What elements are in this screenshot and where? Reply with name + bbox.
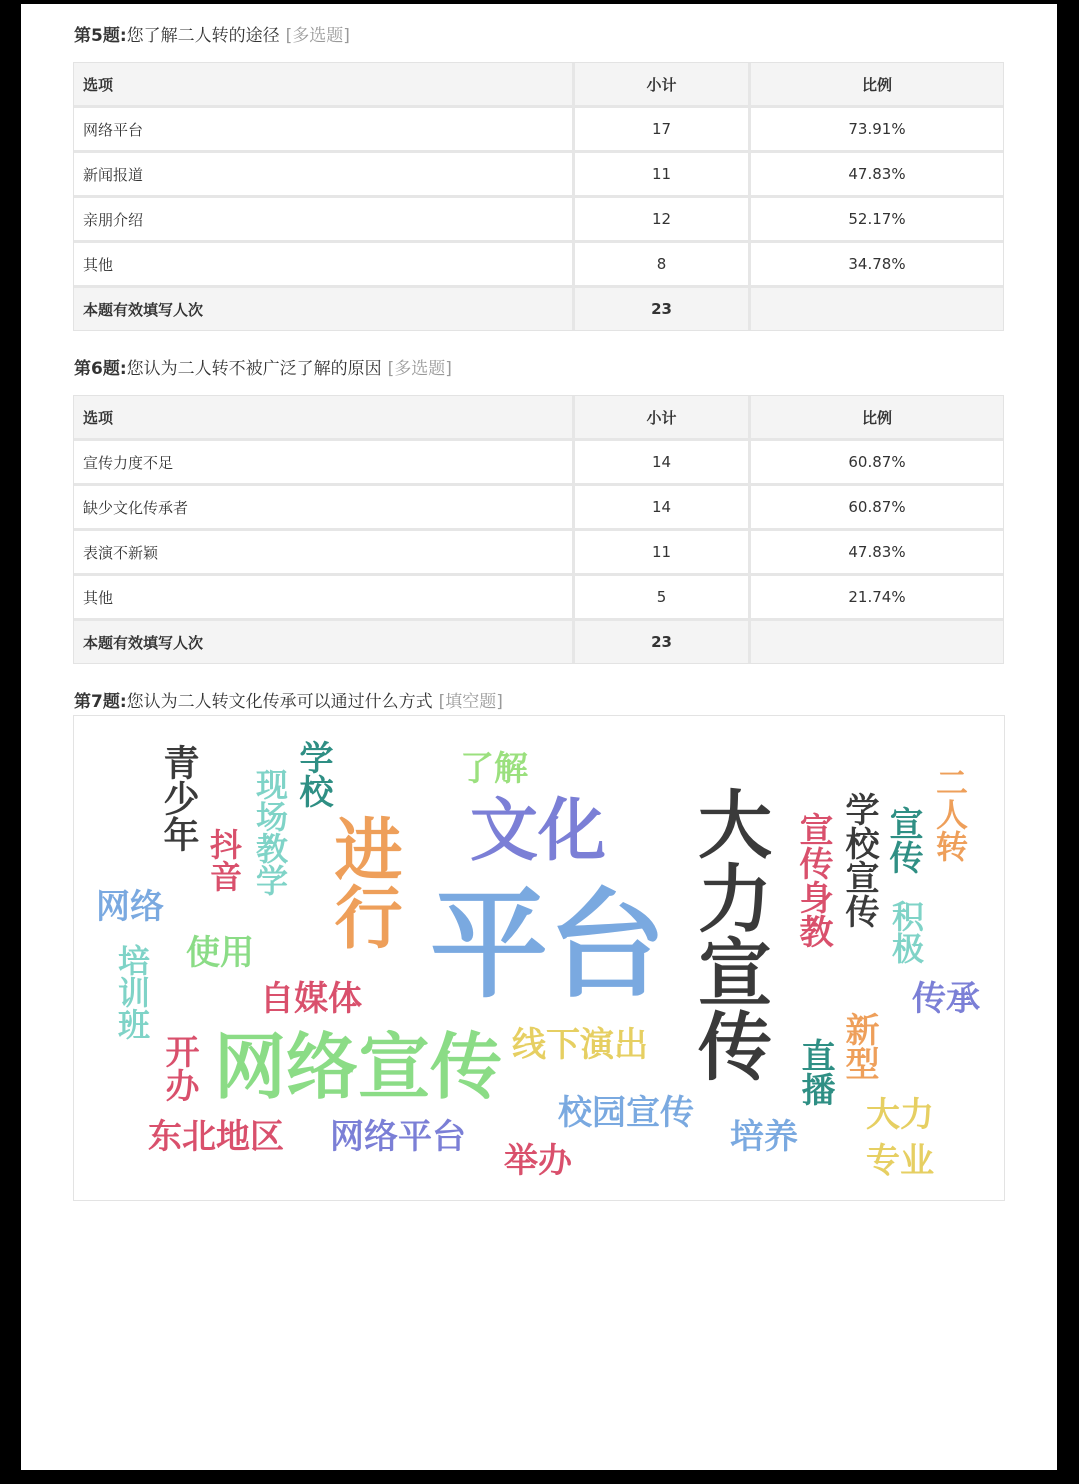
table-row [74, 153, 1003, 198]
word-cloud-word: 东北地区 [148, 1117, 284, 1157]
question-6-table [73, 395, 1004, 664]
question-type-tag: [多选题] [285, 26, 350, 46]
word-cloud-word: 开办 [159, 1034, 199, 1102]
word-cloud-word: 网络平台 [330, 1117, 466, 1157]
word-cloud-word: 校园宣传 [558, 1093, 694, 1133]
table-row [74, 486, 1003, 531]
count-cell: 11 [575, 153, 751, 198]
table-row [74, 576, 1003, 621]
count-cell: 14 [575, 441, 751, 486]
count-cell: 8 [575, 243, 751, 288]
total-ratio-empty [751, 288, 1003, 330]
word-cloud-word: 大力 [866, 1095, 934, 1135]
word-cloud-word: 专业 [866, 1141, 934, 1181]
header-option: 选项 [74, 63, 575, 108]
word-cloud-word: 进行 [323, 814, 402, 950]
table-header-row [74, 396, 1003, 441]
table-total-row [74, 288, 1003, 330]
word-cloud-word: 网络 [96, 887, 164, 927]
ratio-cell: 60.87% [751, 441, 1003, 486]
table-header-row [74, 63, 1003, 108]
word-cloud [73, 715, 1005, 1201]
option-cell: 宣传力度不足 [74, 441, 575, 486]
page [21, 4, 1057, 1470]
option-cell: 缺少文化传承者 [74, 486, 575, 531]
option-cell: 表演不新颖 [74, 531, 575, 576]
word-cloud-word: 现场教学 [251, 768, 289, 896]
ratio-cell: 47.83% [751, 531, 1003, 576]
question-text: 您认为二人转文化传承可以通过什么方式 [126, 692, 433, 712]
count-cell: 17 [575, 108, 751, 153]
question-number: 第7题: [74, 692, 127, 712]
word-cloud-word: 新型 [839, 1012, 879, 1080]
total-count: 23 [575, 621, 751, 663]
table-row [74, 441, 1003, 486]
question-number: 第5题: [74, 26, 127, 46]
ratio-cell: 60.87% [751, 486, 1003, 531]
word-cloud-word: 培训班 [113, 944, 151, 1040]
question-6-title [74, 357, 452, 381]
question-number: 第6题: [74, 359, 127, 379]
word-cloud-word: 培养 [730, 1117, 798, 1157]
question-7-title [74, 690, 503, 714]
word-cloud-word: 学校宣传 [839, 792, 879, 928]
question-5-title [74, 24, 350, 48]
word-cloud-word: 宣传 [883, 806, 923, 874]
header-ratio: 比例 [751, 63, 1003, 108]
count-cell: 11 [575, 531, 751, 576]
option-cell: 亲朋介绍 [74, 198, 575, 243]
word-cloud-word: 抖音 [205, 828, 243, 892]
total-ratio-empty [751, 621, 1003, 663]
option-cell: 新闻报道 [74, 153, 575, 198]
word-cloud-word: 宣传身教 [793, 812, 833, 948]
word-cloud-word: 直播 [795, 1038, 835, 1106]
word-cloud-word: 学校 [293, 740, 333, 808]
total-label: 本题有效填写人次 [74, 288, 575, 330]
ratio-cell: 34.78% [751, 243, 1003, 288]
table-row [74, 531, 1003, 576]
option-cell: 其他 [74, 576, 575, 621]
option-cell: 网络平台 [74, 108, 575, 153]
header-ratio: 比例 [751, 396, 1003, 441]
question-text: 您认为二人转不被广泛了解的原因 [126, 359, 382, 379]
ratio-cell: 73.91% [751, 108, 1003, 153]
total-label: 本题有效填写人次 [74, 621, 575, 663]
word-cloud-word: 自媒体 [260, 979, 362, 1019]
question-5-table [73, 62, 1004, 331]
question-text: 您了解二人转的途径 [126, 26, 280, 46]
header-count: 小计 [575, 63, 751, 108]
table-row [74, 108, 1003, 153]
ratio-cell: 47.83% [751, 153, 1003, 198]
word-cloud-word: 网络宣传 [214, 1025, 503, 1109]
word-cloud-word: 积极 [887, 900, 925, 964]
table-row [74, 243, 1003, 288]
option-cell: 其他 [74, 243, 575, 288]
count-cell: 14 [575, 486, 751, 531]
word-cloud-word: 传承 [912, 979, 980, 1019]
word-cloud-word: 青少年 [158, 744, 199, 852]
ratio-cell: 52.17% [751, 198, 1003, 243]
word-cloud-word: 平台 [430, 876, 667, 1014]
count-cell: 5 [575, 576, 751, 621]
table-row [74, 198, 1003, 243]
word-cloud-word: 线下演出 [512, 1025, 648, 1065]
word-cloud-word: 二人转 [931, 766, 969, 862]
ratio-cell: 21.74% [751, 576, 1003, 621]
word-cloud-word: 举办 [504, 1141, 572, 1181]
header-count: 小计 [575, 396, 751, 441]
word-cloud-word: 使用 [186, 933, 254, 973]
table-total-row [74, 621, 1003, 663]
word-cloud-word: 文化 [470, 792, 607, 871]
word-cloud-word: 大力宣传 [686, 786, 772, 1082]
total-count: 23 [575, 288, 751, 330]
header-option: 选项 [74, 396, 575, 441]
question-type-tag: [多选题] [387, 359, 452, 379]
count-cell: 12 [575, 198, 751, 243]
question-type-tag: [填空题] [438, 692, 503, 712]
word-cloud-word: 了解 [460, 749, 528, 789]
